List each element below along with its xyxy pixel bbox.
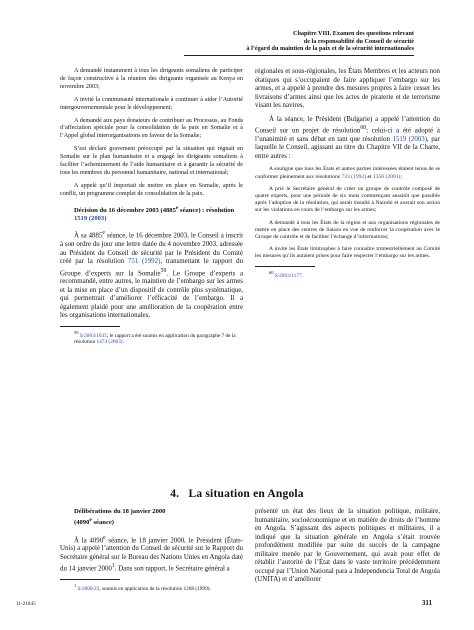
header-line-1: Chapitre VIII. Examen des questions relevant — [292, 30, 414, 37]
footnote-divider — [60, 326, 120, 327]
paragraph: régionales et sous-régionales, les États Membres et les acteurs non étatiques qui s’occupaient de faire appliquer l’embargo sur les armes, et a appelé à prendre des mesures propres à faire cesser les livraisons d’armes ainsi que les actes de piraterie et de terrorisme visant les navires. — [255, 68, 440, 109]
document-link[interactable]: S/2000/23 — [77, 585, 100, 592]
resolution-link[interactable]: 733 (1992) — [341, 173, 367, 180]
running-header — [184, 30, 414, 56]
paragraph: A invité la communauté internationale à continuer à aider l’Autorité intergouvernementale pour le développement; — [60, 96, 243, 111]
footnote: $^1$ S/2000/23, soumis en application de la résolution 1268 (1999). — [74, 583, 211, 592]
footnote: $^{60}$ S/2003/1177. — [269, 269, 303, 279]
header-line-3: à l’égard du maintien de la paix et de la sécurité internationales — [246, 45, 414, 53]
resolution-link[interactable]: 751 (1992) — [127, 258, 161, 266]
deliberations-heading: Délibérations du 18 janvier 2000 (4090e séance) — [74, 508, 166, 527]
document-code: 11-21845 — [16, 601, 36, 607]
paragraph: À la séance, le Président (Bulgarie) a appelé l’attention du Conseil sur un projet de résolution$^{60}$; celui-ci a été adopté à l’unanimité et sans débat en tant que résolution 1519 (2003), par laquelle le Conseil, agissant au titre du Chapitre VII de la Charte, entre autres : — [255, 115, 441, 160]
resolution-link[interactable]: 1474 (2003) — [96, 339, 123, 346]
document-link[interactable]: S/2003/1177 — [274, 272, 302, 279]
paragraph: A demandé instamment à tous les dirigeants somaliens de participer de façon constructive à la réunion des dirigeants organisée au Kenya en novembre 2003; — [60, 68, 243, 90]
footnote-divider — [255, 266, 315, 267]
paragraph: A appelé qu’il importait de mettre en place en Somalie, après le conflit, un programme complet de consolidation de la paix. — [60, 182, 243, 197]
paragraph: A demandé aux pays donateurs de contribuer au Processus, au Fonds d’affectation spéciale pour la consolidation de la paix en Somalie et à l’Appel global interorganisations en faveur de la Somalie; — [60, 117, 243, 140]
paragraph: A invité les États limitrophes à faire connaître trimestriellement au Comité les mesures qu’ils auraient prises pour faire respecter l’embargo sur les armes. — [255, 246, 440, 260]
angola-left-column — [60, 508, 243, 593]
paragraph: A prié le Secrétaire général de créer un groupe de contrôle composé de quatre experts, pour une période de six mois commençant aussitôt que possible après l’adoption de la résolution, qui serait installé à Nairobi et axerait son action sur les violations en cours de l’embargo sur les armes; — [255, 185, 440, 214]
angola-right-column — [255, 508, 440, 590]
left-column — [60, 68, 243, 346]
resolution-link[interactable]: 1356 (2001) — [372, 173, 401, 180]
paragraph: À la 4090e séance, le 18 janvier 2000, le Président (États-Unis) a appelé l’attention du Conseil de sécurité sur le Rapport du Secrétaire général sur le Bureau des Nations Unies en Angola daté du 14 janvier 2000$^1$. Dans son rapport, le Secrétaire général a — [60, 534, 243, 573]
footnote: $^{59}$ S/2003/1035; le rapport a été soumis en application du paragraphe 7 de la résolution 1474 (2003). — [74, 329, 236, 346]
document-link[interactable]: S/2003/1035 — [79, 332, 107, 339]
footnote-ref: 1 — [111, 563, 115, 570]
paragraph: A souligné que tous les États et autres parties intéressées étaient tenus de se conformer pleinement aux résolutions 733 (1992) et 1356 (2001); — [255, 166, 440, 180]
footnote-ref: 59 — [160, 267, 167, 274]
resolution-link[interactable]: 1519 (2003) — [74, 215, 107, 223]
section-title: 4. La situation en Angola — [170, 488, 304, 500]
paragraph: A demandé à tous les États de la région et aux organisations régionales de mettre en place des centres de liaison en vue de renforcer la coopération avec le Groupe de contrôle et de faciliter l’échange d’informations; — [255, 219, 440, 240]
paragraph: À sa 4885e séance, le 16 décembre 2003, le Conseil a inscrit à son ordre du jour une lettre datée du 4 novembre 2003, adressée au Président du Conseil de sécurité par le Président du Comité créé par la résolution 751 (1992), transmettant le rapport du Groupe d’experts sur la Somalie$^{59}$. Le Groupe d’experts a recommandé, entre autres, le maintien de l’embargo sur les armes et la mise en place d’un dispositif de contrôle plus systématique, qui permettrait d’améliorer l’efficacité de l’embargo. Il a également plaidé pour une amélioration de la coopération entre les organisations internationales, — [60, 230, 244, 320]
header-line-2: de la responsabilité du Conseil de sécurité — [303, 37, 414, 45]
paragraph: présenté un état des lieux de la situation politique, militaire, humanitaire, socioéconomique et en matière de droits de l’homme en Angola. S’agissant des aspects politiques et militaires, il a indiqué que la situation générale en Angola s’était trouvée profondément modifiée par suite du succès de la campagne militaire menée par le Gouvernement, qui avait pour effet de rétablir l’autorité de l’État dans le vaste territoire précédemment occupé par l’Union National para a Independencia Total de Angola (UNITA) et d’améliorer — [255, 508, 440, 583]
page-number: 311 — [421, 599, 432, 607]
resolution-link[interactable]: 1519 (2003) — [392, 135, 428, 143]
decision-heading: Décision du 16 décembre 2003 (4885e séance) : résolution 1519 (2003) — [74, 204, 235, 223]
footnote-divider — [60, 579, 120, 580]
footnote-ref: 60 — [360, 125, 367, 131]
right-column — [255, 68, 440, 279]
paragraph: S’est déclaré gravement préoccupé par la situation qui régnait en Somalie sur le plan humanitaire et a engagé les dirigeants somaliens à faciliter l’acheminement de l’aide humanitaire et à garantir la sécurité de tous les membres du personnel humanitaire, national et international; — [60, 146, 243, 176]
